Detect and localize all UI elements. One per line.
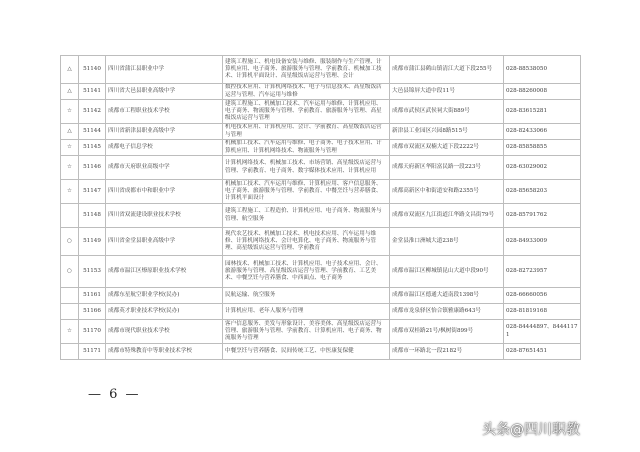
table-row (61, 320, 581, 344)
school-phone: 028-83615281 (504, 100, 581, 124)
school-name: 四川省蒲江县职业中学 (106, 56, 223, 84)
table-row (61, 100, 581, 124)
table-row (61, 228, 581, 256)
row-mark (61, 304, 79, 320)
table-row (61, 204, 581, 228)
school-majors: 数控技术应用、计算机网络技术、电子与信息技术、高星级饭店运营与管理、汽车运用与维修 (223, 84, 390, 100)
school-name: 四川省大邑县职业高级中学 (106, 84, 223, 100)
school-phone: 028-84444897、84441171 (504, 320, 581, 344)
table-row (61, 180, 581, 204)
row-mark (61, 288, 79, 304)
school-address: 成都高新区中和街道安和路2355号 (390, 180, 504, 204)
school-code: 51142 (79, 100, 106, 124)
school-phone: 028-88260008 (504, 84, 581, 100)
school-name: 成都市温江区燎原职业技术学校 (106, 256, 223, 288)
school-phone: 028-88538050 (504, 56, 581, 84)
school-address: 新津县工业园区兴园8路515号 (390, 124, 504, 140)
table-row (61, 140, 581, 156)
school-code: 51161 (79, 288, 106, 304)
school-name: 成都市现代职业技术学校 (106, 320, 223, 344)
school-phone: 028-81819168 (504, 304, 581, 320)
row-mark: △ (61, 124, 79, 140)
school-code: 51140 (79, 56, 106, 84)
school-address: 成都市龙泉驿区怡合镇雅康路643号 (390, 304, 504, 320)
school-name: 四川省成都市中和职业中学 (106, 180, 223, 204)
table-row (61, 56, 581, 84)
school-code: 51149 (79, 228, 106, 256)
school-address: 成都市双流区九江街道江华路文昌街79号 (390, 204, 504, 228)
school-name: 成都市天府职业高级中学 (106, 156, 223, 180)
school-address: 成都市蒲江县鹤山镇清江大道下段255号 (390, 56, 504, 84)
school-majors: 民航运输、航空服务 (223, 288, 390, 304)
school-name: 四川省双流建设职业技术学校 (106, 204, 223, 228)
school-code: 51144 (79, 124, 106, 140)
row-mark (61, 344, 79, 360)
school-address: 成都市双桂路21号/枫树街899号 (390, 320, 504, 344)
school-name: 四川省新津县职业高级中学 (106, 124, 223, 140)
school-address: 成都市双流区双楠大道下段2222号 (390, 140, 504, 156)
table-row (61, 124, 581, 140)
school-majors: 园林技术、机械加工技术、计算机应用、电子技术应用、会计、旅游服务与管理、高星级饭店运营与管理、学前教育、工艺美术、中餐烹饪与营养膳食、中西面点、电子商务 (223, 256, 390, 288)
school-majors: 机械加工技术、汽车运用与维修、计算机应用、客户信息服务、电子商务、旅游服务与管理、学前教育、中餐烹饪与营养膳食、计算机平面设计 (223, 180, 390, 204)
school-name: 成都市工程职业技术学校 (106, 100, 223, 124)
row-mark: ○ (61, 256, 79, 288)
row-mark: △ (61, 84, 79, 100)
school-majors: 建筑工程施工、机电设备安装与维修、服装制作与生产管理、计算机应用、电子商务、旅游服务与管理、学前教育、机械加工技术、计算机平面设计、高星级饭店运营与管理、会计 (223, 56, 390, 84)
school-address: 成都市武侯区武侯祠大街889号 (390, 100, 504, 124)
school-majors: 中餐烹饪与营养膳食、民间传统工艺、中医康复保健 (223, 344, 390, 360)
school-address: 成都市温江区德通大道南段1398号 (390, 288, 504, 304)
page-number: — 6 — (88, 387, 141, 402)
row-mark: ☆ (61, 140, 79, 156)
school-address: 成都市温江区柳城镇昆山大道中段90号 (390, 256, 504, 288)
school-phone: 028-85858855 (504, 140, 581, 156)
school-majors: 计算机应用、老年人服务与管理 (223, 304, 390, 320)
school-majors: 现代农艺技术、机械加工技术、机电技术应用、汽车运用与维修、计算机网络技术、会计电算化、电子商务、物流服务与管理、高星级饭店运营与管理、学前教育 (223, 228, 390, 256)
school-phone: 028-85791762 (504, 204, 581, 228)
school-code: 51146 (79, 156, 106, 180)
school-majors: 机电技术应用、计算机应用、会计、学前教育、高星级饭店运营与管理 (223, 124, 390, 140)
school-phone: 028-82433066 (504, 124, 581, 140)
school-code: 51147 (79, 180, 106, 204)
row-mark: ☆ (61, 320, 79, 344)
school-code: 51153 (79, 256, 106, 288)
school-majors: 建筑工程施工、机械加工技术、汽车运用与维修、计算机应用、电子商务、物流服务与管理、学前教育、旅游服务与管理、高星级饭店运营与管理 (223, 100, 390, 124)
school-name: 成都市特殊教育中等职业技术学校 (106, 344, 223, 360)
watermark: 头条@四川职教 (482, 422, 580, 438)
school-phone: 028-84933009 (504, 228, 581, 256)
school-code: 51170 (79, 320, 106, 344)
school-majors: 计算机网络技术、机械加工技术、市场营销、高星级饭店运营与管理、学前教育、电子商务、数字媒体技术应用、计算机应用 (223, 156, 390, 180)
school-phone: 028-85658203 (504, 180, 581, 204)
school-table (60, 55, 581, 360)
school-code: 51166 (79, 304, 106, 320)
table-row (61, 156, 581, 180)
table-row (61, 84, 581, 100)
school-address: 金堂县淮口洲城大道238号 (390, 228, 504, 256)
school-phone: 028-66660056 (504, 288, 581, 304)
row-mark: ○ (61, 228, 79, 256)
school-name: 成都英才职业技术学校(民办) (106, 304, 223, 320)
school-phone: 028-82723957 (504, 256, 581, 288)
school-code: 51148 (79, 204, 106, 228)
row-mark (61, 204, 79, 228)
school-code: 51145 (79, 140, 106, 156)
school-phone: 028-63029002 (504, 156, 581, 180)
school-address: 大邑县锦屏大道中段11号 (390, 84, 504, 100)
school-majors: 建筑工程施工、工程造价、计算机应用、电子商务、物流服务与管理、航空服务 (223, 204, 390, 228)
school-address: 成都市一环路北一段2182号 (390, 344, 504, 360)
table-row (61, 256, 581, 288)
table-row (61, 288, 581, 304)
school-address: 成都天府新区华阳富民路一段223号 (390, 156, 504, 180)
row-mark: △ (61, 56, 79, 84)
school-name: 成都东星航空职业学校(民办) (106, 288, 223, 304)
row-mark: ☆ (61, 156, 79, 180)
school-majors: 客户信息服务、美发与形象设计、美容美体、高星级饭店运营与管理、旅游服务与管理、学前教育、计算机应用、电子商务、物流服务与管理 (223, 320, 390, 344)
row-mark: ☆ (61, 100, 79, 124)
school-name: 四川省金堂县职业高级中学 (106, 228, 223, 256)
row-mark: ☆ (61, 180, 79, 204)
school-majors: 机械加工技术、汽车运用与维修、电子商务、电子技术应用、计算机应用、计算机网络技术、物流服务与管理 (223, 140, 390, 156)
school-name: 成都电子信息学校 (106, 140, 223, 156)
school-table-body (61, 56, 581, 360)
school-code: 51171 (79, 344, 106, 360)
table-row (61, 304, 581, 320)
school-phone: 028-87651451 (504, 344, 581, 360)
school-code: 51141 (79, 84, 106, 100)
table-row (61, 344, 581, 360)
